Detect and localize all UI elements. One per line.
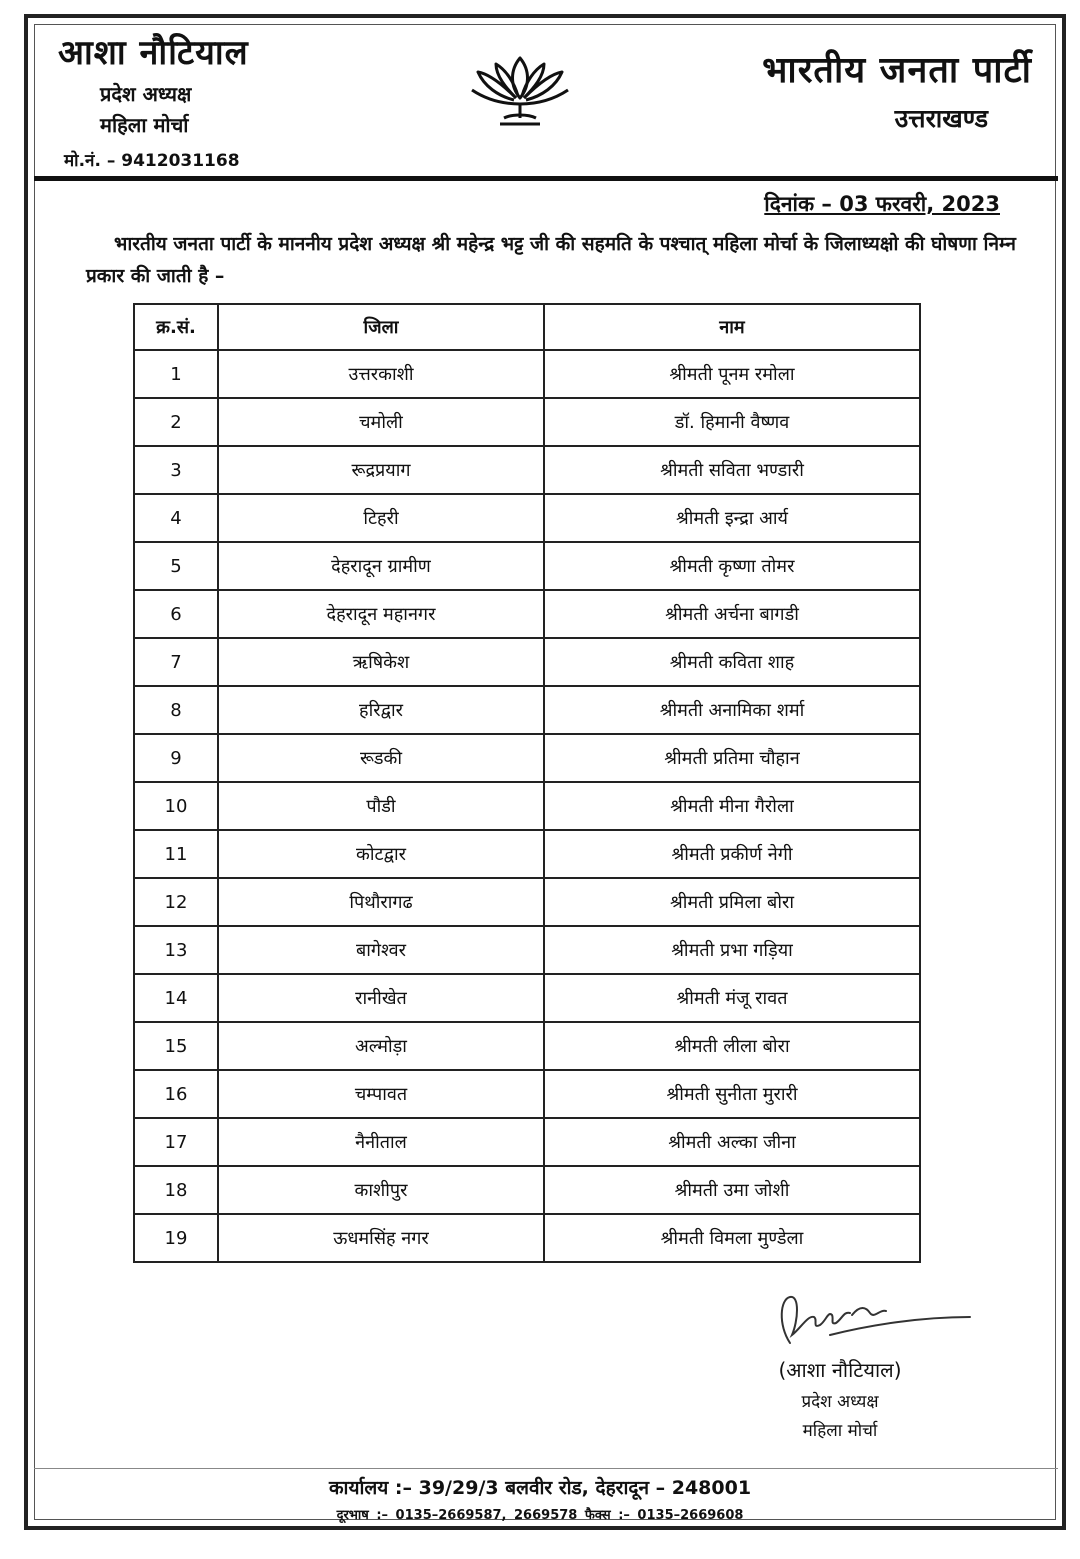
name-cell: श्रीमती प्रमिला बोरा — [544, 878, 920, 926]
serial-cell: 15 — [134, 1022, 218, 1070]
table-row — [134, 1166, 920, 1214]
name-cell: श्रीमती मीना गैरोला — [544, 782, 920, 830]
table-row — [134, 1070, 920, 1118]
serial-cell: 12 — [134, 878, 218, 926]
name-cell: श्रीमती प्रतिमा चौहान — [544, 734, 920, 782]
table-row — [134, 734, 920, 782]
table-row — [134, 686, 920, 734]
serial-cell: 14 — [134, 974, 218, 1022]
serial-cell: 6 — [134, 590, 218, 638]
district-cell: अल्मोड़ा — [218, 1022, 544, 1070]
serial-cell: 16 — [134, 1070, 218, 1118]
signatory-block — [760, 1356, 920, 1441]
serial-cell: 13 — [134, 926, 218, 974]
serial-cell: 19 — [134, 1214, 218, 1262]
office-address: कार्यालय :– 39/29/3 बलवीर रोड, देहरादून – 248001 — [328, 1477, 752, 1499]
name-cell: श्रीमती मंजू रावत — [544, 974, 920, 1022]
serial-cell: 9 — [134, 734, 218, 782]
district-cell: काशीपुर — [218, 1166, 544, 1214]
name-cell: श्रीमती प्रकीर्ण नेगी — [544, 830, 920, 878]
district-cell: रूडकी — [218, 734, 544, 782]
district-cell: बागेश्वर — [218, 926, 544, 974]
table-row — [134, 782, 920, 830]
table-row — [134, 974, 920, 1022]
signatory-wing: महिला मोर्चा — [802, 1421, 878, 1441]
table-row — [134, 638, 920, 686]
district-cell: टिहरी — [218, 494, 544, 542]
name-cell: श्रीमती प्रभा गड़िया — [544, 926, 920, 974]
name-cell: श्रीमती विमला मुण्डेला — [544, 1214, 920, 1262]
district-cell: चमोली — [218, 398, 544, 446]
table-row — [134, 398, 920, 446]
name-cell: श्रीमती सुनीता मुरारी — [544, 1070, 920, 1118]
party-name: भारतीय जनता पार्टी — [762, 50, 1032, 91]
handwritten-signature — [770, 1285, 980, 1355]
office-contact: दूरभाष :– 0135–2669587, 2669578 फैक्स :– 0135–2669608 — [336, 1508, 744, 1523]
table-row — [134, 494, 920, 542]
party-block — [762, 44, 1032, 135]
header-name: नाम — [544, 304, 920, 350]
table-row — [134, 590, 920, 638]
district-cell: रूद्रप्रयाग — [218, 446, 544, 494]
table-row — [134, 350, 920, 398]
serial-cell: 10 — [134, 782, 218, 830]
serial-cell: 17 — [134, 1118, 218, 1166]
district-cell: रानीखेत — [218, 974, 544, 1022]
table-row — [134, 542, 920, 590]
signatory-designation: प्रदेश अध्यक्ष — [801, 1392, 879, 1412]
serial-cell: 8 — [134, 686, 218, 734]
table-row — [134, 1118, 920, 1166]
lotus-icon — [466, 52, 574, 136]
table-row — [134, 1022, 920, 1070]
serial-cell: 18 — [134, 1166, 218, 1214]
sender-mobile: मो.नं. – 9412031168 — [64, 151, 240, 171]
sender-wing: महिला मोर्चा — [100, 113, 189, 137]
district-cell: कोटद्वार — [218, 830, 544, 878]
name-cell: श्रीमती अल्का जीना — [544, 1118, 920, 1166]
party-state: उत्तराखण्ड — [894, 104, 988, 133]
district-cell: ऋषिकेश — [218, 638, 544, 686]
header-serial: क्र.सं. — [134, 304, 218, 350]
intro-paragraph: भारतीय जनता पार्टी के माननीय प्रदेश अध्यक्ष श्री महेन्द्र भट्ट जी की सहमति के पश्चात् महिला मोर्चा के जिलाध्यक्षो की घोषणा निम्न प्रकार की जाती है – — [86, 233, 1016, 287]
name-cell: श्रीमती उमा जोशी — [544, 1166, 920, 1214]
name-cell: श्रीमती अनामिका शर्मा — [544, 686, 920, 734]
serial-cell: 1 — [134, 350, 218, 398]
name-cell: श्रीमती सविता भण्डारी — [544, 446, 920, 494]
district-cell: उत्तरकाशी — [218, 350, 544, 398]
footer — [0, 1474, 1080, 1523]
name-cell: श्रीमती लीला बोरा — [544, 1022, 920, 1070]
header-divider — [34, 176, 1058, 181]
district-cell: ऊधमसिंह नगर — [218, 1214, 544, 1262]
table-row — [134, 1214, 920, 1262]
signatory-name: (आशा नौटियाल) — [778, 1358, 902, 1382]
district-cell: नैनीताल — [218, 1118, 544, 1166]
table-row — [134, 446, 920, 494]
district-cell: देहरादून महानगर — [218, 590, 544, 638]
footer-divider — [34, 1468, 1058, 1469]
district-cell: हरिद्वार — [218, 686, 544, 734]
serial-cell: 7 — [134, 638, 218, 686]
table-row — [134, 926, 920, 974]
serial-cell: 3 — [134, 446, 218, 494]
name-cell: श्रीमती कृष्णा तोमर — [544, 542, 920, 590]
district-president-table — [133, 303, 921, 1263]
table-row — [134, 830, 920, 878]
district-cell: देहरादून ग्रामीण — [218, 542, 544, 590]
serial-cell: 2 — [134, 398, 218, 446]
letter-date: दिनांक – 03 फरवरी, 2023 — [764, 192, 1000, 216]
header-district: जिला — [218, 304, 544, 350]
name-cell: श्रीमती कविता शाह — [544, 638, 920, 686]
name-cell: डॉ. हिमानी वैष्णव — [544, 398, 920, 446]
district-cell: पिथौरागढ — [218, 878, 544, 926]
district-cell: पौडी — [218, 782, 544, 830]
table-header-row — [134, 304, 920, 350]
district-cell: चम्पावत — [218, 1070, 544, 1118]
table-row — [134, 878, 920, 926]
serial-cell: 11 — [134, 830, 218, 878]
name-cell: श्रीमती इन्द्रा आर्य — [544, 494, 920, 542]
sender-name: आशा नौटियाल — [58, 33, 249, 73]
name-cell: श्रीमती अर्चना बागडी — [544, 590, 920, 638]
sender-block — [58, 28, 249, 171]
name-cell: श्रीमती पूनम रमोला — [544, 350, 920, 398]
serial-cell: 4 — [134, 494, 218, 542]
serial-cell: 5 — [134, 542, 218, 590]
sender-designation: प्रदेश अध्यक्ष — [100, 82, 192, 106]
